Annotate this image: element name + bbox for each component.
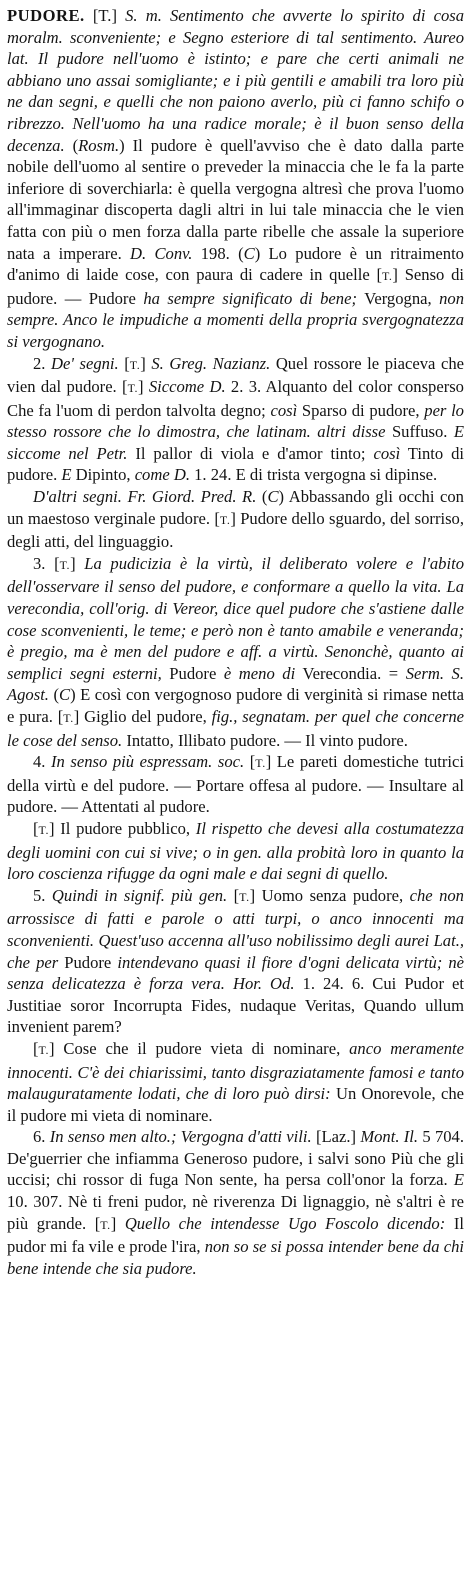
body-text: [	[227, 885, 240, 905]
italic-text: S. m. Sentimento che avverte lo spirito di cosa moralm. sconveniente; e Segno esteriore di tal sentimento. Aureo lat. Il pudore nell'uomo è istinto; e pare che certi animali ne abbiano uno assai somigliante; e i più gentili e amabili tra loro più ne dan segni, e quelli che non paiono averlo, più ci fanno schifo o ribrezzo. Nell'uomo ha una radice morale; è il buon senso della decenza.	[7, 6, 465, 155]
italic-text: D. Conv.	[130, 243, 193, 263]
italic-text: Quello che intendesse Ugo Foscolo dicendo:	[124, 1213, 446, 1233]
italic-text: che non arrossisce di fatti e parole o atti turpi, o anco innocenti ma sconvenienti. Quest'uso accenna all'uso nobilissimo degli aurei Lat., che per	[7, 885, 464, 972]
italic-text: C	[59, 685, 71, 705]
body-text: ] Senso di pudore. — Pudore	[7, 265, 464, 308]
body-text: ] Giglio del pudore,	[73, 707, 212, 726]
body-text: 1. 24. 6. Cui Pudor et Justitiae soror Incorrupta Fides, nudaque Veritas, Quando ullum invenient parem?	[7, 974, 464, 1037]
body-text: ]	[140, 353, 152, 373]
italic-text: così	[373, 443, 401, 463]
body-text: 5 704. De'guerrier che infiamma Generoso pudore, i salvi sono Più che gli uccisi; chi rossor di fuga Non sente, ha persa coll'onor la forza.	[7, 1127, 465, 1190]
entry-paragraph	[7, 486, 464, 553]
italic-text: come D.	[134, 465, 190, 485]
body-text: ) Lo pudore è un ritraimento d'animo di laide cose, con paura di cadere in quelle	[7, 243, 464, 285]
body-text: Intatto, Illibato pudore. — Il vinto pudore.	[122, 730, 408, 750]
body-text: ] Cose che il pudore vieta di nominare,	[48, 1038, 350, 1058]
source-tag: T.	[219, 512, 231, 527]
italic-text: è meno di	[223, 663, 296, 683]
body-text: 198. (	[192, 243, 244, 263]
entry-paragraph	[7, 818, 464, 885]
entry-paragraph	[7, 1038, 464, 1126]
body-text: Il pudor mi fa vile e prode l'ira,	[7, 1213, 464, 1257]
italic-text: Mont. Il.	[360, 1127, 419, 1147]
body-text: [	[33, 1038, 39, 1058]
body-text: Sparso di pudore,	[297, 400, 425, 420]
body-text: Pudore	[58, 952, 118, 972]
italic-text: per lo stesso rossore che lo dimostra, che latinam. altri disse	[7, 400, 464, 442]
italic-text: E siccome nel Petr.	[7, 422, 465, 463]
italic-text: ha sempre significato di bene;	[143, 288, 357, 308]
italic-text: D'altri segni. Fr. Giord. Pred. R.	[33, 487, 257, 507]
italic-text: aff.	[240, 642, 263, 662]
italic-text: In senso più espressam. soc.	[51, 752, 245, 772]
body-text: Quel rossore le piaceva che vien dal pudore. [	[7, 353, 464, 397]
body-text: [	[376, 265, 382, 285]
body-text: ]	[110, 1213, 125, 1233]
body-text: 4.	[33, 752, 52, 772]
italic-text: In senso men alto.; Vergogna d'atti vili.	[49, 1127, 312, 1147]
source-tag: T.	[127, 381, 139, 396]
body-text: ] Le pareti domestiche tutrici della virtù e del pudore. — Portare offesa al pudore. — Insultare al pudore. — Attentati al pudore.	[7, 752, 464, 817]
body-text: Il pallor di viola e d'amor tinto;	[127, 443, 374, 463]
body-text: (	[48, 685, 60, 705]
body-text: 10. 307. Nè ti freni pudor, nè riverenza Di lignaggio, nè s'altri è re più grande. [	[7, 1192, 464, 1233]
italic-text: Il rispetto che devesi alla costumatezza degli uomini con cui si vive; o in gen. alla probità loro in quanto la loro coscienza rifugge da ogni male e dai segni di quello.	[7, 818, 464, 884]
entry-paragraph	[7, 1126, 464, 1279]
body-text: ) E così con vergognoso pudore di verginità si rimase netta e pura. [	[7, 685, 465, 726]
body-text: [Laz.]	[311, 1127, 361, 1147]
italic-text: De' segni.	[51, 353, 119, 373]
italic-text: non sempre. Anco le impudiche a momenti della propria svergognatezza si vergognano.	[7, 288, 465, 351]
body-text: Tinto di pudore.	[7, 443, 464, 485]
body-text: ]	[70, 553, 85, 573]
source-tag: T.	[63, 711, 74, 725]
source-tag: T.	[129, 357, 141, 372]
body-text: ]	[138, 377, 149, 397]
body-text: 1. 24. E di trista vergogna si dipinse.	[189, 465, 438, 485]
source-tag: T.	[100, 1217, 111, 1232]
body-text: Un Onorevole, che il pudore mi vieta di nominare.	[7, 1084, 464, 1125]
body-text: Pudore	[161, 663, 224, 683]
body-text: ) Abbassando gli occhi con un maestoso verginale pudore. [	[7, 487, 464, 528]
italic-text: Quindi in signif. più gen.	[51, 885, 228, 905]
entry-paragraph	[7, 353, 464, 487]
body-text: Dipinto,	[71, 465, 135, 485]
italic-text: Serm. S. Agost.	[7, 663, 464, 705]
body-text: (	[64, 135, 79, 155]
source-tag: T.	[38, 822, 49, 837]
entry-paragraph	[7, 751, 464, 818]
body-text: Verecondia. =	[295, 663, 406, 683]
source-tag: T.	[59, 557, 71, 572]
body-text: Suffuso.	[385, 422, 454, 442]
italic-text: intendevano quasi il fiore d'ogni delicata virtù; nè senza delicatezza è forza vera. Hor. Od.	[7, 952, 465, 994]
body-text: 5.	[33, 885, 52, 905]
source-tag: T.	[38, 1042, 49, 1057]
body-text: Vergogna,	[357, 288, 440, 308]
body-text: ] Uomo senza pudore,	[249, 885, 410, 905]
source-tag: T.	[255, 756, 266, 771]
italic-text: La pudicizia è la virtù, il deliberato volere e l'abito dell'osservare il senso del pudore, e conformare a quello la vita. La verecondia, coll'orig. di Vereor, dice quel pudore che s'astiene dalle cose sconvenienti, le teme; e però non è tanto amabile e veneranda; è pregio, ma è men del pudore e	[7, 553, 464, 662]
italic-text: anco meramente innocenti. C'è dei chiarissimi, tanto disgraziatamente famosi e tanto malauguratamente lodati, che di loro può dirsi:	[7, 1038, 464, 1104]
entry-paragraph	[7, 553, 464, 751]
italic-text: Rosm.	[78, 135, 120, 155]
body-text: 2.	[33, 353, 52, 373]
source-tag: T.	[239, 889, 250, 904]
italic-text: E	[61, 465, 72, 485]
italic-text: S. Greg. Nazianz.	[151, 353, 271, 373]
body-text: [	[33, 818, 39, 838]
italic-text: C	[267, 487, 279, 507]
source-tag: T.	[381, 269, 393, 284]
entry-paragraph	[7, 5, 464, 353]
body-text: 6.	[33, 1127, 50, 1147]
entry-paragraph	[7, 885, 464, 1038]
body-text: 3. [	[33, 553, 60, 573]
italic-text: C	[243, 243, 255, 263]
italic-text: non so se si possa intender bene da chi bene intende che sia pudore.	[7, 1237, 464, 1278]
headword: PUDORE.	[7, 6, 85, 25]
body-text: 2. 3. Alquanto del color consperso Che fa l'uom di perdon talvolta degno;	[7, 377, 464, 420]
body-text: [	[118, 353, 130, 373]
body-text: [T.]	[84, 6, 126, 25]
italic-text: a virtù. Senonchè, quanto ai semplici segni esterni,	[7, 642, 464, 683]
body-text: (	[256, 487, 268, 507]
body-text: [	[244, 752, 256, 772]
body-text: ] Il pudore pubblico,	[48, 818, 196, 838]
italic-text: E	[453, 1170, 464, 1190]
italic-text: Siccome D.	[148, 377, 226, 397]
body-text: ) Il pudore è quell'avviso che è dato dalla parte nobile dell'uomo al sentire o preveder la minaccia che le fa la parte inferiore di soverchiarla: è quella vergogna altresì che prova l'uomo all'immaginar discoperta dagli altri in lui tale minaccia che le vien fatta con più o men forza dalla parte ribelle che assale la superiore nata a imperare.	[7, 135, 464, 263]
italic-text: fig., segnatam. per quel che concerne le cose del senso.	[7, 707, 464, 750]
italic-text: così	[270, 400, 298, 420]
body-text: ] Pudore dello sguardo, del sorriso, degli atti, del linguaggio.	[7, 508, 464, 552]
dictionary-entry-pudore	[7, 5, 464, 1279]
